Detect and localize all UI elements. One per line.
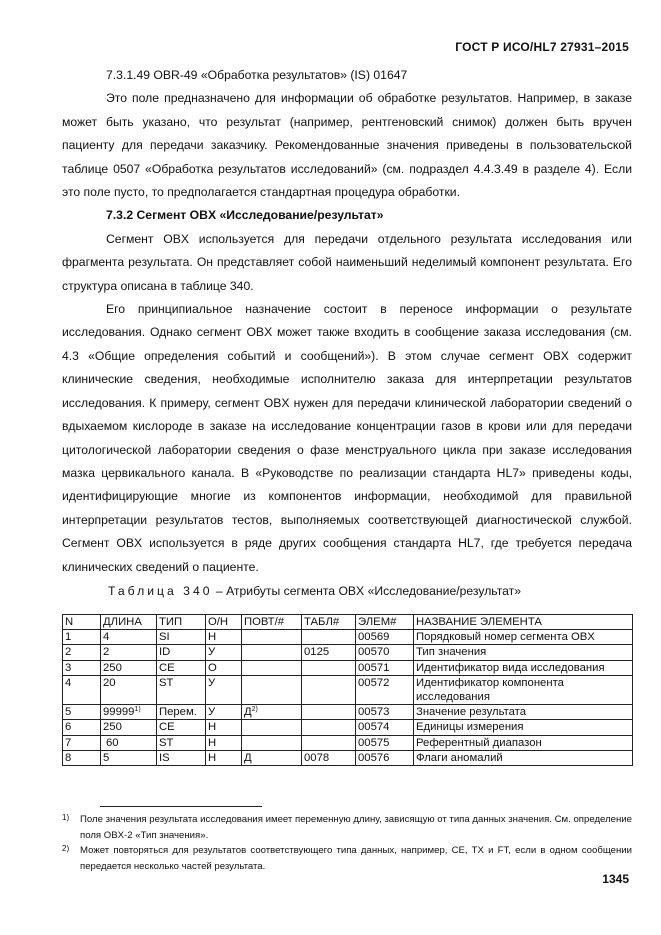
cell-element: 00575 [356, 735, 414, 750]
column-header-element: ЭЛЕМ# [356, 615, 414, 630]
cell-optionality: Н [206, 750, 242, 765]
cell-type: ST [157, 675, 206, 704]
cell-element: 00576 [356, 750, 414, 765]
cell-repeat [242, 660, 302, 675]
cell-optionality: Н [206, 735, 242, 750]
table-row [63, 735, 633, 750]
cell-type: IS [157, 750, 206, 765]
table-caption-text: – Атрибуты сегмента OBX «Исследование/результат» [215, 583, 522, 598]
cell-repeat-value: Д [244, 706, 252, 719]
table-row [63, 675, 633, 704]
cell-length: 60 [101, 735, 157, 750]
footnote-1 [62, 812, 632, 843]
footnote-2 [62, 843, 632, 874]
cell-table [302, 735, 356, 750]
cell-optionality: У [206, 675, 242, 704]
table-row [63, 630, 633, 645]
section-7-3-2-paragraph-2: Его принципиальное назначение состоит в переносе информации о результате исследования. Однако сегмент OBX может также входить в сообщение заказа исследования (см. 4.3 «Общие определения событий и сообщений»). В этом случае сегмент OBX содержит клинические сведения, необходимые исполнителю заказа для интерпретации результатов исследования. К примеру, сегмент OBX нужен для передачи клинической лаборатории сведений о вдыхаемом кислороде в заказе на исследование концентрации газов в крови или для передачи цитологической лаборатории сведения о фазе менструального цикла при заказе исследования мазка цервикального канала. В «Руководстве по реализации стандарта HL7» приведены коды, идентифицирующие многие из компонентов информации, необходимой для правильной интерпретации результатов тестов, выполняемых соответствующей диагностической службой. Сегмент OBX используется в ряде других сообщения стандарта HL7, где требуется передача клинических сведений о пациенте. [62, 302, 632, 574]
cell-table [302, 660, 356, 675]
page-number: 1345 [602, 872, 629, 886]
cell-n: 5 [63, 705, 101, 720]
section-7-3-2-heading: 7.3.2 Сегмент OBX «Исследование/результат» [106, 208, 384, 223]
cell-n: 2 [63, 645, 101, 660]
body-text [62, 64, 632, 603]
cell-optionality: О [206, 660, 242, 675]
footnote-2-number: 2) [62, 844, 70, 853]
cell-table [302, 705, 356, 720]
cell-length: 5 [101, 750, 157, 765]
footnote-ref-1: 1) [134, 706, 141, 714]
cell-repeat [242, 645, 302, 660]
footnote-1-number: 1) [62, 813, 70, 822]
cell-element-name: Идентификатор компонента исследования [414, 675, 633, 704]
cell-element: 00570 [356, 645, 414, 660]
column-header-length: ДЛИНА [101, 615, 157, 630]
column-header-element-name: НАЗВАНИЕ ЭЛЕМЕНТА [414, 615, 633, 630]
table-row [63, 750, 633, 765]
table-row [63, 645, 633, 660]
cell-element: 00572 [356, 675, 414, 704]
cell-n: 1 [63, 630, 101, 645]
cell-element-name: Значение результата [414, 705, 633, 720]
cell-repeat [242, 630, 302, 645]
table-row [63, 720, 633, 735]
cell-optionality: У [206, 645, 242, 660]
table-row [63, 705, 633, 720]
cell-type: SI [157, 630, 206, 645]
table-caption [62, 580, 632, 603]
cell-type: CE [157, 720, 206, 735]
cell-n: 8 [63, 750, 101, 765]
footnote-1-text: Поле значения результата исследования имеет переменную длину, зависящую от типа данных значения. См. определение поля OBX-2 «Тип значения». [80, 814, 632, 841]
cell-length: 250 [101, 720, 157, 735]
footnote-2-text: Может повторяться для результатов соответствующего типа данных, например, CE, TX и FT, если в одном сообщении передается несколько частей результата. [80, 845, 632, 872]
cell-repeat: Д [242, 750, 302, 765]
cell-type: CE [157, 660, 206, 675]
cell-element-name: Флаги аномалий [414, 750, 633, 765]
cell-optionality: У [206, 705, 242, 720]
cell-length: 2 [101, 645, 157, 660]
cell-element-name: Референтный диапазон [414, 735, 633, 750]
document-header: ГОСТ Р ИСО/HL7 27931–2015 [455, 40, 629, 54]
cell-element-name: Идентификатор вида исследования [414, 660, 633, 675]
cell-table: 0078 [302, 750, 356, 765]
cell-length: 4 [101, 630, 157, 645]
cell-n: 6 [63, 720, 101, 735]
cell-element: 00573 [356, 705, 414, 720]
column-header-n: N [63, 615, 101, 630]
cell-length [101, 705, 157, 720]
cell-type: ST [157, 735, 206, 750]
table-header-row [63, 615, 633, 630]
table-caption-label: Таблица 340 [108, 583, 213, 598]
cell-table [302, 720, 356, 735]
cell-element-name: Тип значения [414, 645, 633, 660]
cell-element: 00569 [356, 630, 414, 645]
obx-attributes-table [62, 614, 633, 766]
cell-type: Перем. [157, 705, 206, 720]
footnote-separator [100, 806, 262, 807]
footnote-ref-2: 2) [251, 706, 258, 714]
cell-table [302, 630, 356, 645]
cell-repeat [242, 705, 302, 720]
cell-n: 3 [63, 660, 101, 675]
cell-repeat [242, 675, 302, 704]
section-7-3-2-paragraph-1: Сегмент OBX используется для передачи отдельного результата исследования или фрагмента результата. Он представляет собой наименьший неделимый компонент результата. Его структура описана в таблице 340. [62, 231, 632, 293]
cell-length: 250 [101, 660, 157, 675]
section-7-3-1-49-paragraph: Это поле предназначено для информации об обработке результатов. Например, в заказе может быть указано, что результат (например, рентгеновский снимок) должен быть вручен пациенту для передачи заказчику. Рекомендованные значения приведены в пользовательской таблице 0507 «Обработка результатов исследований» (см. подраздел 4.4.3.49 в разделе 4). Если это поле пусто, то предполагается стандартная процедура обработки. [62, 91, 632, 200]
column-header-repeat: ПОВТ/# [242, 615, 302, 630]
cell-length-value: 99999 [103, 706, 135, 719]
cell-element: 00571 [356, 660, 414, 675]
section-7-3-1-49-heading: 7.3.1.49 OBR-49 «Обработка результатов» (IS) 01647 [106, 68, 408, 82]
cell-element-name: Порядковый номер сегмента OBX [414, 630, 633, 645]
cell-table: 0125 [302, 645, 356, 660]
cell-repeat [242, 735, 302, 750]
cell-table [302, 675, 356, 704]
column-header-optionality: О/Н [206, 615, 242, 630]
cell-element-name: Единицы измерения [414, 720, 633, 735]
column-header-type: ТИП [157, 615, 206, 630]
cell-element: 00574 [356, 720, 414, 735]
cell-optionality: Н [206, 630, 242, 645]
table-row [63, 660, 633, 675]
cell-optionality: Н [206, 720, 242, 735]
cell-n: 7 [63, 735, 101, 750]
cell-length: 20 [101, 675, 157, 704]
column-header-table: ТАБЛ# [302, 615, 356, 630]
cell-type: ID [157, 645, 206, 660]
cell-n: 4 [63, 675, 101, 704]
cell-repeat [242, 720, 302, 735]
